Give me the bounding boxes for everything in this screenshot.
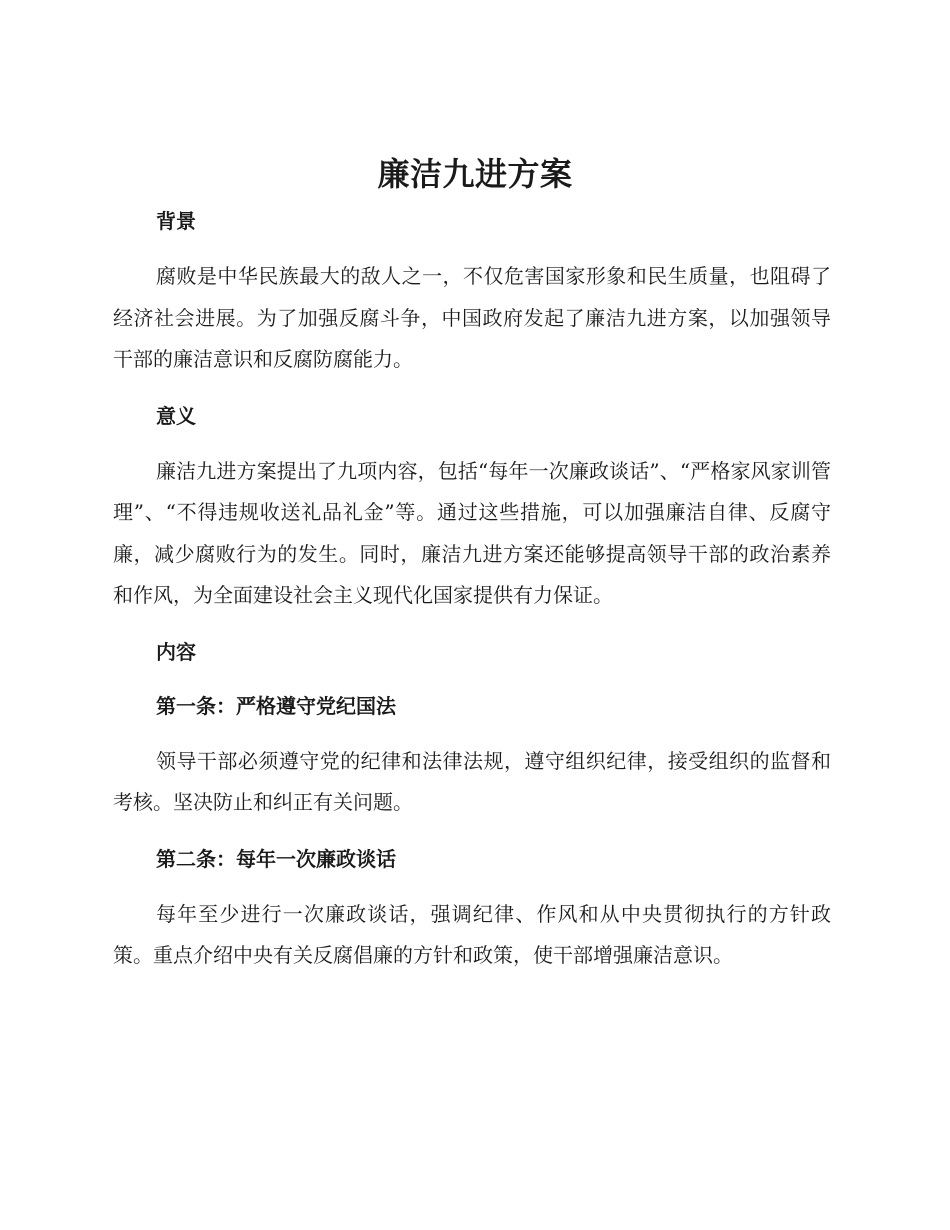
section-heading-background: 背景 bbox=[156, 209, 196, 233]
section-heading-content: 内容 bbox=[156, 639, 196, 664]
paragraph-article-1: 领导干部必须遵守党的纪律和法律法规，遵守组织纪律，接受组织的监督和考核。坚决防止和纠正有关问题。 bbox=[113, 748, 831, 814]
document-body bbox=[113, 202, 831, 977]
article-heading-2: 第二条：每年一次廉政谈话 bbox=[156, 846, 396, 871]
paragraph-article-2: 每年至少进行一次廉政谈话，强调纪律、作风和从中央贯彻执行的方针政策。重点介绍中央有关反腐倡廉的方针和政策，使干部增强廉洁意识。 bbox=[113, 901, 831, 967]
article-heading-1: 第一条：严格遵守党纪国法 bbox=[156, 693, 396, 718]
paragraph-significance: 廉洁九进方案提出了九项内容，包括“每年一次廉政谈话”、“严格家风家训管理”、“不得违规收送礼品礼金”等。通过这些措施，可以加强廉洁自律、反腐守廉，减少腐败行为的发生。同时，廉洁九进方案还能够提高领导干部的政治素养和作风，为全面建设社会主义现代化国家提供有力保证。 bbox=[113, 458, 831, 607]
section-heading-significance: 意义 bbox=[156, 403, 196, 428]
paragraph-background: 腐败是中华民族最大的敌人之一，不仅危害国家形象和民生质量，也阻碍了经济社会进展。为了加强反腐斗争，中国政府发起了廉洁九进方案，以加强领导干部的廉洁意识和反腐防腐能力。 bbox=[113, 264, 831, 371]
document-title: 廉洁九进方案 bbox=[377, 155, 573, 193]
